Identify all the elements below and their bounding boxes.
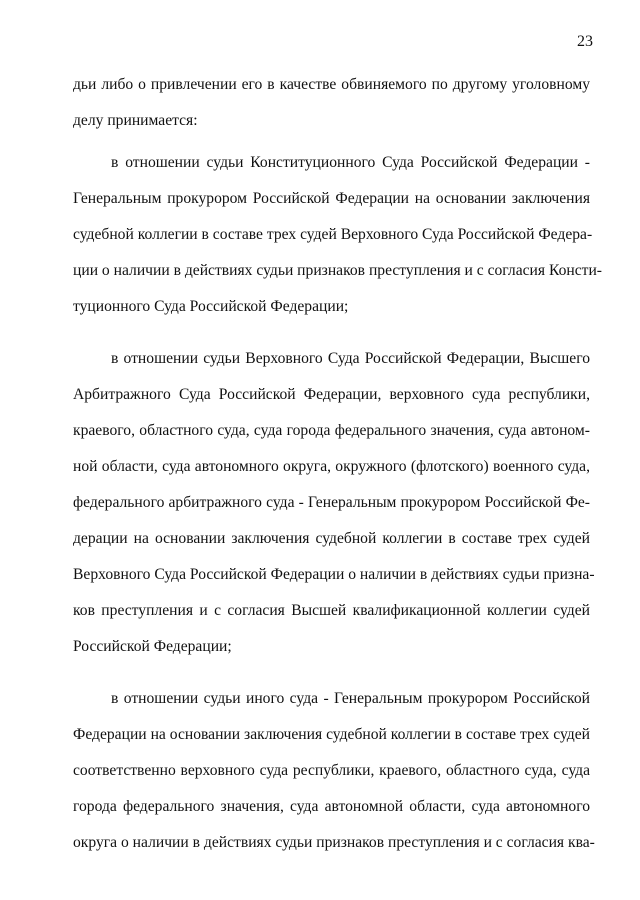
text-line: дьи либо о привлечении его в качестве обвиняемого по другому уголовному	[73, 76, 590, 93]
text-line: краевого, областного суда, суда города федерального значения, суда автоном-	[73, 422, 590, 439]
text-line: дерации на основании заключения судебной коллегии в составе трех судей	[73, 530, 590, 547]
text-line: в отношении судьи иного суда - Генеральным прокурором Российской	[111, 690, 590, 707]
page-number: 23	[577, 33, 593, 50]
text-line: Арбитражного Суда Российской Федерации, верховного суда республики,	[73, 386, 590, 403]
text-line: туционного Суда Российской Федерации;	[73, 298, 349, 315]
text-line: в отношении судьи Верховного Суда Российской Федерации, Высшего	[111, 350, 590, 367]
text-line: в отношении судьи Конституционного Суда Российской Федерации -	[111, 154, 590, 171]
text-line: Федерации на основании заключения судебной коллегии в составе трех судей	[73, 726, 590, 743]
text-line: ной области, суда автономного округа, окружного (флотского) военного суда,	[73, 458, 590, 475]
text-line: города федерального значения, суда автономной области, суда автономного	[73, 798, 590, 815]
text-line: Российской Федерации;	[73, 638, 232, 655]
text-line: Верховного Суда Российской Федерации о наличии в действиях судьи призна-	[73, 566, 595, 583]
document-body	[73, 67, 602, 877]
text-line: федерального арбитражного суда - Генеральным прокурором Российской Фе-	[73, 494, 590, 511]
paragraph-1	[73, 67, 590, 139]
paragraph-4	[73, 681, 595, 861]
text-line: судебной коллегии в составе трех судей Верховного Суда Российской Федера-	[73, 226, 593, 243]
paragraph-3	[73, 341, 595, 665]
text-line: Генеральным прокурором Российской Федерации на основании заключения	[73, 190, 590, 207]
text-line: ции о наличии в действиях судьи признаков преступления и с согласия Консти-	[73, 262, 602, 279]
text-line: соответственно верховного суда республики, краевого, областного суда, суда	[73, 762, 590, 779]
text-line: ков преступления и с согласия Высшей квалификационной коллегии судей	[73, 602, 590, 619]
text-line: делу принимается:	[73, 112, 198, 129]
paragraph-2	[73, 145, 602, 325]
text-line: округа о наличии в действиях судьи признаков преступления и с согласия ква-	[73, 834, 595, 851]
